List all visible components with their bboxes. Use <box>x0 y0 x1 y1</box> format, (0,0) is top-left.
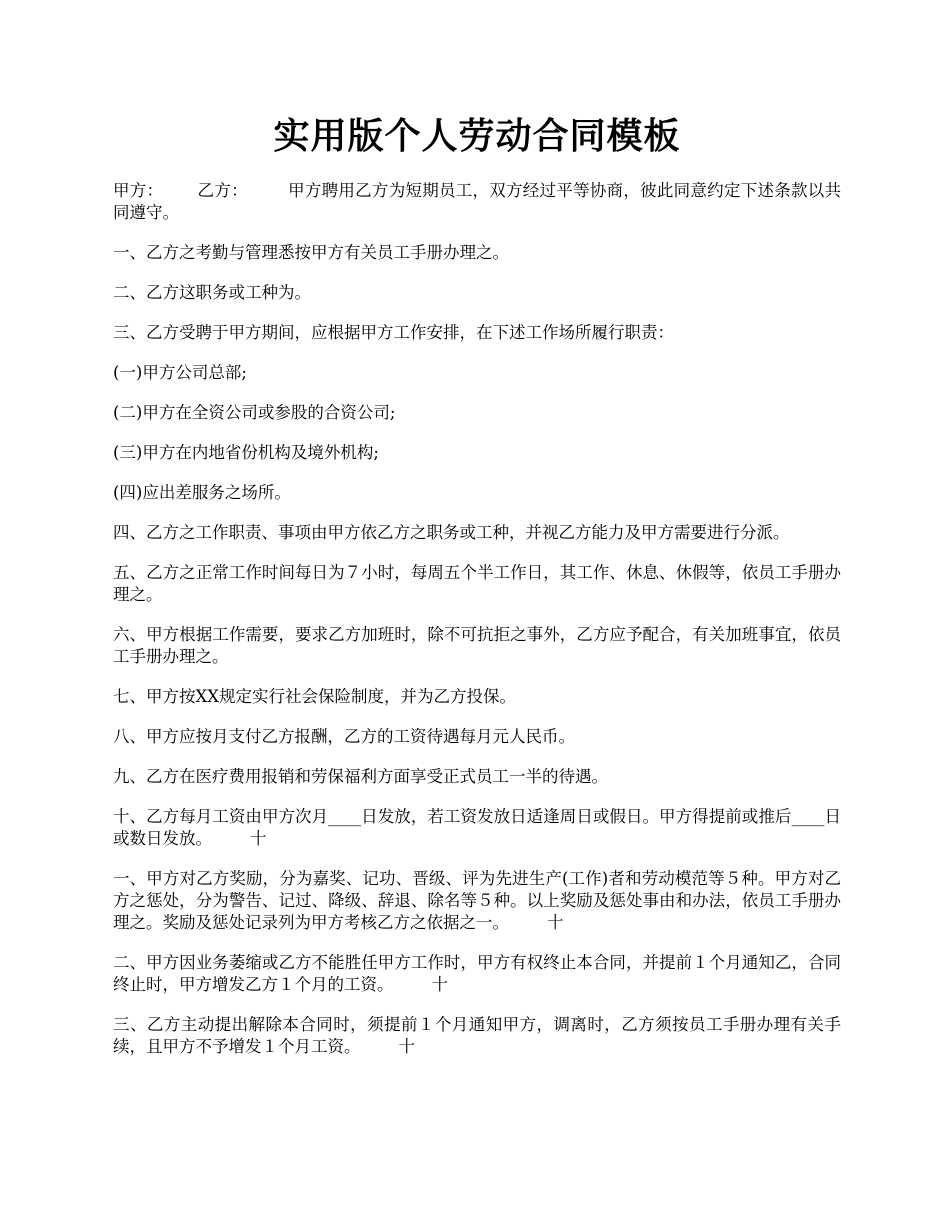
clause-3: 三、乙方受聘于甲方期间，应根据甲方工作安排，在下述工作场所履行职责： <box>113 323 674 342</box>
intro-text: 甲方聘用乙方为短期员工，双方经过平等协商，彼此同意约定下述条款以共同遵守。 <box>113 181 842 222</box>
clause-3-item-1: (一)甲方公司总部; <box>113 363 247 382</box>
clause-3-item-3: (三)甲方在内地省份机构及境外机构; <box>113 443 379 462</box>
clause-12 <box>113 952 841 996</box>
clause-11-tail: 十 <box>547 913 564 932</box>
clause-13-tail: 十 <box>398 1037 415 1056</box>
clause-13-text: 三、乙方主动提出解除本合同时，须提前１个月通知甲方，调离时，乙方须按员工手册办理有关手续，且甲方不予增发１个月工资。 <box>113 1015 841 1056</box>
clause-4: 四、乙方之工作职责、事项由甲方依乙方之职务或工种，并视乙方能力及甲方需要进行分派。 <box>113 523 790 542</box>
clause-13 <box>113 1014 841 1058</box>
clause-10-tail: 十 <box>250 829 267 848</box>
clause-12-text: 二、甲方因业务萎缩或乙方不能胜任甲方工作时，甲方有权终止本合同，并提前１个月通知乙，合同终止时，甲方增发乙方１个月的工资。 <box>113 953 841 994</box>
clause-5: 五、乙方之正常工作时间每日为７小时，每周五个半工作日，其工作、休息、休假等，依员工手册办理之。 <box>113 563 841 604</box>
document-body <box>113 180 841 1076</box>
party-a-label: 甲方： <box>113 181 164 200</box>
clause-9: 九、乙方在医疗费用报销和劳保福利方面享受正式员工一半的待遇。 <box>113 767 608 786</box>
intro-paragraph <box>113 180 841 224</box>
clause-6: 六、甲方根据工作需要，要求乙方加班时，除不可抗拒之事外，乙方应予配合，有关加班事宜，依员工手册办理之。 <box>113 625 841 666</box>
clause-11-text: 一、甲方对乙方奖励，分为嘉奖、记功、晋级、评为先进生产(工作)者和劳动模范等５种。甲方对乙方之惩处，分为警告、记过、降级、辞退、除名等５种。以上奖励及惩处事由和办法，依员工手册办理之。奖励及惩处记录列为甲方考核乙方之依据之一。 <box>113 869 841 932</box>
clause-2: 二、乙方这职务或工种为。 <box>113 283 311 302</box>
clause-12-tail: 十 <box>431 975 448 994</box>
clause-8: 八、甲方应按月支付乙方报酬，乙方的工资待遇每月元人民币。 <box>113 727 575 746</box>
party-b-label: 乙方： <box>197 181 248 200</box>
clause-7: 七、甲方按XX规定实行社会保险制度，并为乙方投保。 <box>113 687 516 706</box>
document-title: 实用版个人劳动合同模板 <box>273 115 681 157</box>
clause-3-item-4: (四)应出差服务之场所。 <box>113 483 291 502</box>
clause-3-item-2: (二)甲方在全资公司或参股的合资公司; <box>113 403 396 422</box>
clause-10-text: 十、乙方每月工资由甲方次月____日发放，若工资发放日适逢周日或假日。甲方得提前或推后____日或数日发放。 <box>113 807 841 848</box>
clause-11 <box>113 868 841 934</box>
clause-10 <box>113 806 841 850</box>
clause-1: 一、乙方之考勤与管理悉按甲方有关员工手册办理之。 <box>113 243 509 262</box>
